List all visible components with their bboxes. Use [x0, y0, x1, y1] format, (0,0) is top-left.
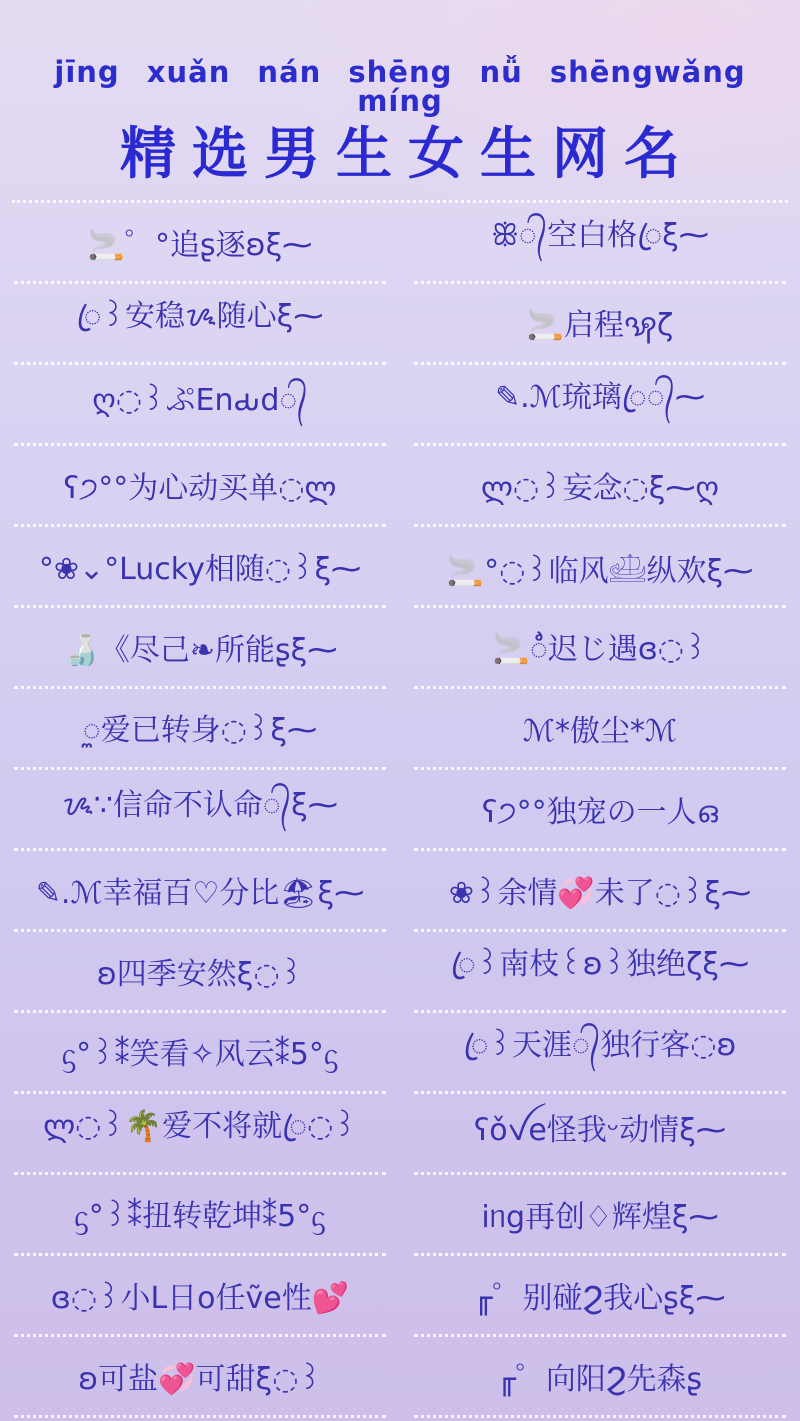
name-item: [14, 1256, 386, 1337]
name-item-text: 🚬゜°追ʂ逐ʚξ⁓: [87, 227, 313, 263]
name-item-text: ꦿ꒱南枝꒰ʚ꒱独绝ζξ⁓: [450, 947, 750, 983]
name-item-text: ꕥ᭄空白格ꦿξ⁓: [491, 218, 709, 254]
name-item-text: ꦿ꒱安稳ᝰ随心ξ⁓: [76, 299, 324, 335]
name-item-text: ღ◌꒱ぷEnԃd᭄: [92, 383, 308, 419]
names-column-right: [400, 203, 800, 1418]
name-item-text: 🍶《尽己❧所能ʂξ⁓: [62, 632, 338, 668]
name-item: [14, 203, 386, 284]
name-item: [414, 770, 786, 851]
name-item-text: ❀꒱余情💞未了◌꒱ξ⁓: [448, 875, 752, 911]
name-item-text: ʚ可盐💞可甜ξ◌꒱: [78, 1361, 322, 1397]
name-item-text: ꯨ爱已转身◌꒱ξ⁓: [82, 713, 318, 749]
name-item-text: 🚬启程ꩂζ: [526, 307, 674, 343]
name-item-text: ✎.ℳ幸福百♡分比🏖ξ⁓: [35, 875, 365, 911]
name-item: [14, 689, 386, 770]
name-item: [14, 284, 386, 365]
name-item: [414, 1256, 786, 1337]
name-item: [14, 1337, 386, 1418]
names-column-left: [0, 203, 400, 1418]
name-item: [414, 1337, 786, 1418]
name-item: [414, 203, 786, 284]
name-item: [414, 527, 786, 608]
name-item: [414, 608, 786, 689]
name-item: [414, 1094, 786, 1175]
name-item: [414, 1175, 786, 1256]
name-item-text: ლ◌꒱🌴爱不将就ꦿ◌꒱: [43, 1109, 357, 1145]
name-item-text: °❀⌄°Lucky相随◌꒱ξ⁓: [38, 551, 362, 587]
name-item: [14, 1013, 386, 1094]
name-item-text: ʕ੭°°独宠の一人ഒ: [481, 794, 719, 830]
title-pinyin: jīng xuǎn nán shēng nǚ shēngwǎng míng: [54, 55, 746, 118]
name-item: [414, 1013, 786, 1094]
name-item: [414, 851, 786, 932]
name-item-text: ʕ੭°°为心动买单◌ლ: [63, 470, 337, 506]
name-item: [14, 770, 386, 851]
name-item-text: 🚬°◌꒱临风𓊝纵欢ξ⁓: [446, 553, 754, 589]
names-grid: [0, 203, 800, 1418]
name-item-text: ᝰ∵信命不认命᭄ξ⁓: [62, 788, 338, 824]
name-item-text: ✎.ℳ琉璃ꦿ᭄⁓: [495, 380, 705, 416]
name-item: [14, 608, 386, 689]
name-item-text: 🚬ꫭ迟じ遇ɞ◌꒱: [492, 632, 708, 668]
name-item: [414, 365, 786, 446]
name-item: [14, 527, 386, 608]
name-item: [14, 446, 386, 527]
name-item-text: ɞ◌꒱小L日o任ṽe性💕: [50, 1280, 350, 1316]
name-item-text: ╓゜别碰Ϩ我心ʂξ⁓: [474, 1280, 726, 1316]
name-item-text: ꦿ꒱天涯᭄独行客◌ʚ: [463, 1028, 737, 1064]
name-item-text: ʕǒꪜe怪我ᵕ动情ξ⁓: [473, 1113, 727, 1149]
name-item-text: ᦓ°꒱⁑笑看✧风云⁑5°ᦓ: [61, 1037, 339, 1073]
name-item-text: ლ◌꒱妄念◌ξ⁓ღ: [480, 470, 720, 506]
name-item-text: ʚ四季安然ξ◌꒱: [96, 956, 304, 992]
poster-header: [0, 0, 800, 186]
name-item: [14, 1175, 386, 1256]
name-item-text: ℳ*傲尘*ℳ: [522, 713, 678, 749]
name-item: [14, 365, 386, 446]
name-item: [414, 689, 786, 770]
name-item: [14, 1094, 386, 1175]
name-item-text: iᥒg再创♢辉煌ξ⁓: [481, 1199, 719, 1235]
name-item: [14, 932, 386, 1013]
name-item: [414, 284, 786, 365]
name-item: [14, 851, 386, 932]
page-title: 精选男生女生网名: [120, 122, 696, 187]
name-item: [414, 446, 786, 527]
name-item-text: ╓゜向阳Ϩ先森ʂ: [497, 1361, 703, 1397]
name-item-text: ᦓ°꒱⁑扭转乾坤⁑5°ᦓ: [74, 1199, 326, 1235]
name-item: [414, 932, 786, 1013]
